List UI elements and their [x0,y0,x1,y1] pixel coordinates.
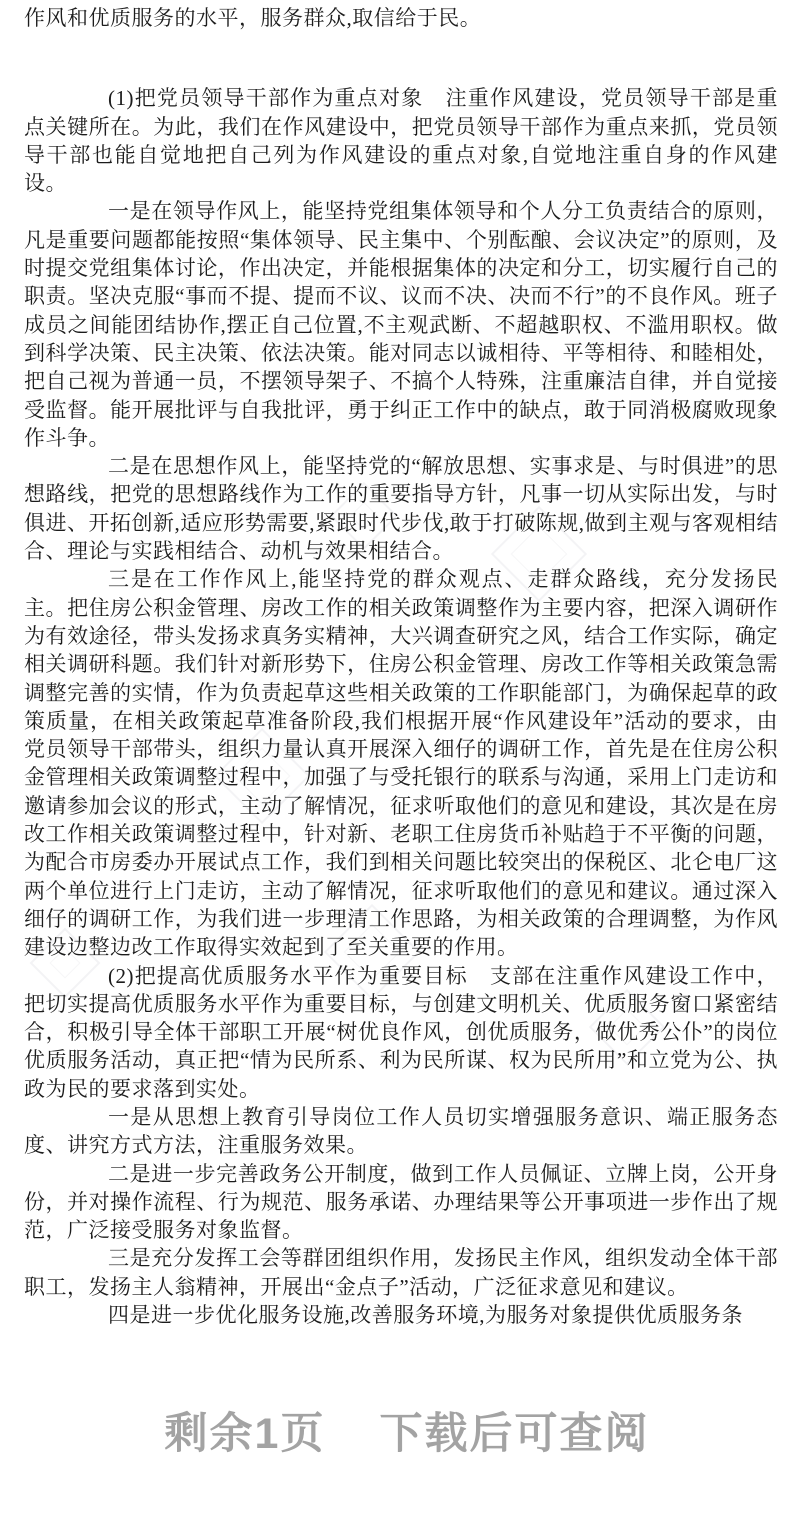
paragraph: 二是在思想作风上，能坚持党的“解放思想、实事求是、与时俱进”的思想路线，把党的思想路线作为工作的重要指导方针，凡事一切从实际出发，与时俱进、开拓创新,适应形势需要,紧跟时代步伐,敢于打破陈规,做到主观与客观相结合、理论与实践相结合、动机与效果相结合。 [24,454,778,564]
page-footer [0,1408,800,1460]
document-body [24,4,778,1329]
paragraph: 三是充分发挥工会等群团组织作用，发扬民主作风，组织发动全体干部职工，发扬主人翁精神，开展出“金点子”活动，广泛征求意见和建议。 [24,1246,778,1299]
paragraph: 三是在工作作风上,能坚持党的群众观点、走群众路线，充分发扬民主。把住房公积金管理、房改工作的相关政策调整作为主要内容，把深入调研作为有效途径，带头发扬求真务实精神，大兴调查研究之风，结合工作实际，确定相关调研科题。我们针对新形势下，住房公积金管理、房改工作等相关政策急需调整完善的实情，作为负责起草这些相关政策的工作职能部门，为确保起草的政策质量，在相关政策起草准备阶段,我们根据开展“作风建设年”活动的要求，由党员领导干部带头，组织力量认真开展深入细仔的调研工作，首先是在住房公积金管理相关政策调整过程中，加强了与受托银行的联系与沟通，采用上门走访和邀请参加会议的形式，主动了解情况，征求听取他们的意见和建设，其次是在房改工作相关政策调整过程中，针对新、老职工住房货币补贴趋于不平衡的问题，为配合市房委办开展试点工作，我们到相关问题比较突出的保税区、北仑电厂这两个单位进行上门走访，主动了解情况，征求听取他们的意见和建议。通过深入细仔的调研工作，为我们进一步理清工作思路，为相关政策的合理调整，为作风建设边整边改工作取得实效起到了至关重要的作用。 [24,567,778,960]
paragraph: 一是从思想上教育引导岗位工作人员切实增强服务意识、端正服务态度、讲究方式方法，注重服务效果。 [24,1104,778,1158]
paragraph: (2)把提高优质服务水平作为重要目标 支部在注重作风建设工作中，把切实提高优质服务水平作为重要目标，与创建文明机关、优质服务窗口紧密结合，积极引导全体干部职工开展“树优良作风，创优质服务，做优秀公仆”的岗位优质服务活动，真正把“情为民所系、利为民所谋、权为民所用”和立党为公、执政为民的要求落到实处。 [24,963,778,1101]
paragraph: 二是进一步完善政务公开制度，做到工作人员佩证、立牌上岗，公开身份，并对操作流程、行为规范、服务承诺、办理结果等公开事项进一步作出了规范，广泛接受服务对象监督。 [24,1161,778,1243]
paragraph: 作风和优质服务的水平，服务群众,取信给于民。 [24,6,482,30]
paragraph: (1)把党员领导干部作为重点对象 注重作风建设，党员领导干部是重点关键所在。为此，我们在作风建设中，把党员领导干部作为重点来抓，党员领导干部也能自觉地把自己列为作风建设的重点对象,自觉地注重自身的作风建设。 [24,86,778,196]
download-hint-label: 下载后可查阅 [379,1410,650,1458]
remaining-pages-label: 剩余1页 [164,1410,326,1458]
paragraph: 一是在领导作风上，能坚持党组集体领导和个人分工负责结合的原则，凡是重要问题都能按照“集体领导、民主集中、个别酝酿、会议决定”的原则，及时提交党组集体讨论，作出决定，并能根据集体的决定和分工，切实履行自己的职责。坚决克服“事而不提、提而不议、议而不决、决而不行”的不良作风。班子成员之间能团结协作,摆正自己位置,不主观武断、不超越职权、不滥用职权。做到科学决策、民主决策、依法决策。能对同志以诚相待、平等相待、和睦相处，把自己视为普通一员，不摆领导架子、不搞个人特殊，注重廉洁自律，并自觉接受监督。能开展批评与自我批评，勇于纠正工作中的缺点，敢于同消极腐败现象作斗争。 [24,199,778,450]
paragraph: 四是进一步优化服务设施,改善服务环境,为服务对象提供优质服务条 [108,1303,743,1328]
